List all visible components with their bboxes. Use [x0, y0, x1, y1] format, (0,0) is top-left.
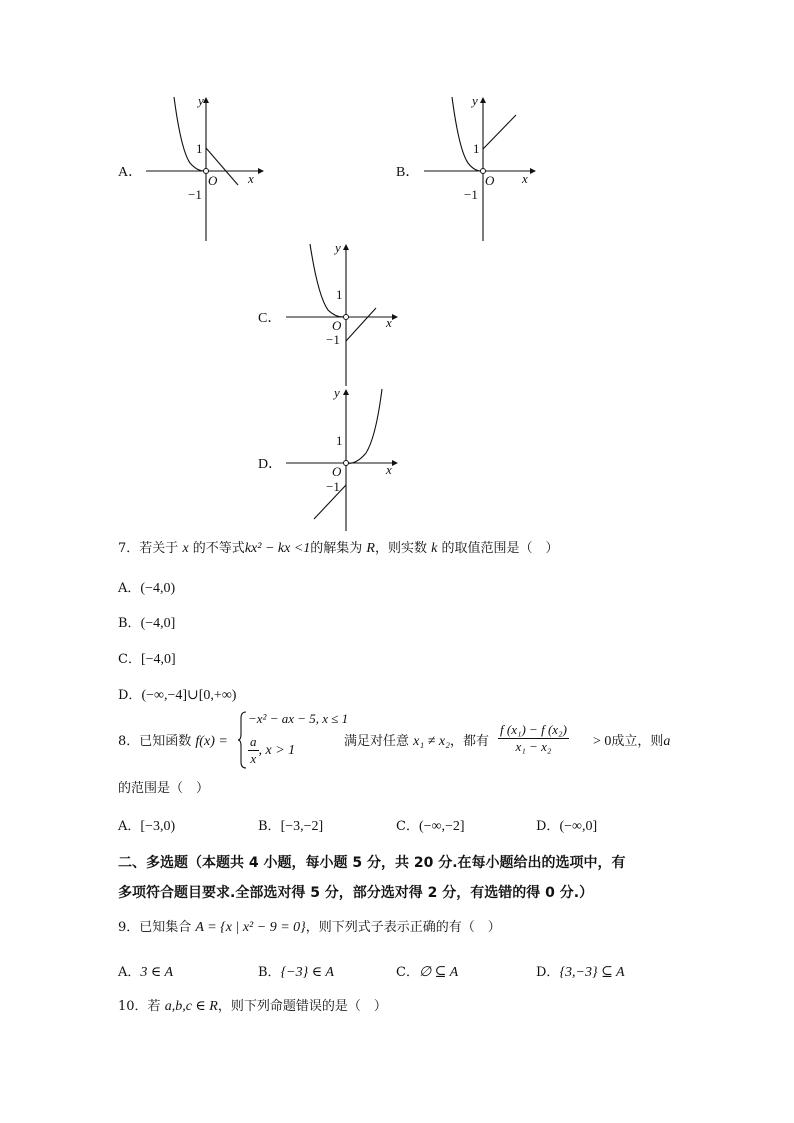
q9-option-a[interactable]: A．3 ∈ A — [118, 965, 174, 980]
section-heading-line-2: 多项符合题目要求.全部选对得 5 分，部分选对得 2 分，有选错的得 0 分.） — [118, 885, 594, 901]
q9-option-b[interactable]: B．{−3} ∈ A — [258, 965, 334, 980]
question-number: 7． — [118, 541, 140, 556]
origin-label: O — [485, 173, 495, 188]
tick-neg-one-label: −1 — [326, 332, 340, 347]
q7-option-d[interactable]: D．(−∞,−4]∪[0,+∞) — [118, 688, 237, 703]
question-8-condition: 满足对任意 x₁ ≠ x₂，都有 — [344, 734, 490, 749]
piecewise-case-1: −x² − ax − 5, x ≤ 1 — [248, 711, 349, 726]
axis-x-label: x — [386, 462, 392, 477]
section-heading-line-1: 二、多选题（本题共 4 小题，每小题 5 分，共 20 分.在每小题给出的选项中，有 — [118, 855, 626, 871]
graph-option-a[interactable] — [118, 95, 268, 245]
graph-c-svg — [258, 240, 408, 390]
option-letter: C． — [258, 311, 282, 326]
graph-a-svg — [118, 95, 268, 245]
inequality: kx² − kx <1 — [244, 541, 311, 556]
q8-option-d[interactable]: D．(−∞,0] — [536, 819, 598, 834]
q9-option-d[interactable]: D．{3,−3} ⊆ A — [536, 965, 625, 980]
tick-one-label: 1 — [336, 433, 343, 448]
axis-x-label: x — [386, 315, 392, 330]
q7-option-a[interactable]: A．(−4,0) — [118, 581, 176, 596]
q8-option-c[interactable]: C．(−∞,−2] — [396, 819, 465, 834]
piecewise-case-2: $\frac{a}{x}$ , x > 1 — [250, 734, 296, 766]
option-letter: B． — [396, 165, 420, 180]
graph-option-b[interactable] — [396, 95, 546, 245]
axis-y-label: y — [334, 385, 340, 400]
graph-option-d[interactable] — [258, 385, 408, 535]
question-8-tail: > 0成立，则a — [593, 734, 671, 749]
difference-quotient: $\frac{\text{f (x₁) − f (x₂)}}{\text{x₁ − x₂}}$ — [500, 722, 567, 754]
option-letter: D． — [258, 457, 283, 472]
question-8-line2: 的范围是（ ） — [118, 781, 210, 796]
axis-x-label: x — [248, 171, 254, 186]
q8-option-a[interactable]: A．[−3,0) — [118, 819, 176, 834]
q8-option-b[interactable]: B．[−3,−2] — [258, 819, 324, 834]
origin-label: O — [332, 318, 342, 333]
axis-y-label: y — [198, 93, 204, 108]
option-letter: A． — [118, 165, 143, 180]
graph-d-svg — [258, 385, 408, 535]
q9-option-c[interactable]: C．∅ ⊆ A — [396, 965, 459, 980]
piecewise-brace — [237, 710, 247, 770]
tick-neg-one-label: −1 — [188, 187, 202, 202]
axis-y-label: y — [472, 93, 478, 108]
tick-one-label: 1 — [336, 287, 343, 302]
origin-label: O — [208, 173, 218, 188]
question-9-stem: 9．已知集合 A = {x | x² − 9 = 0}，则下列式子表示正确的有（ ） — [118, 920, 501, 935]
graph-option-c[interactable] — [258, 240, 408, 390]
axis-y-label: y — [335, 240, 341, 255]
tick-one-label: 1 — [473, 141, 480, 156]
tick-neg-one-label: −1 — [464, 187, 478, 202]
q7-option-c[interactable]: C．[−4,0] — [118, 652, 176, 667]
origin-label: O — [332, 464, 342, 479]
q7-option-b[interactable]: B．(−4,0] — [118, 616, 176, 631]
axis-x-label: x — [522, 171, 528, 186]
graph-b-svg — [396, 95, 546, 245]
tick-one-label: 1 — [196, 141, 203, 156]
question-8-number: 8．已知函数 f(x) = — [118, 734, 228, 749]
question-10-stem: 10．若 a,b,c ∈ R，则下列命题错误的是（ ） — [118, 999, 387, 1014]
question-7-stem: 7．若关于 x 的不等式kx² − kx <1的解集为 R，则实数 k 的取值范围是（ ） — [118, 541, 559, 556]
tick-neg-one-label: −1 — [326, 479, 340, 494]
